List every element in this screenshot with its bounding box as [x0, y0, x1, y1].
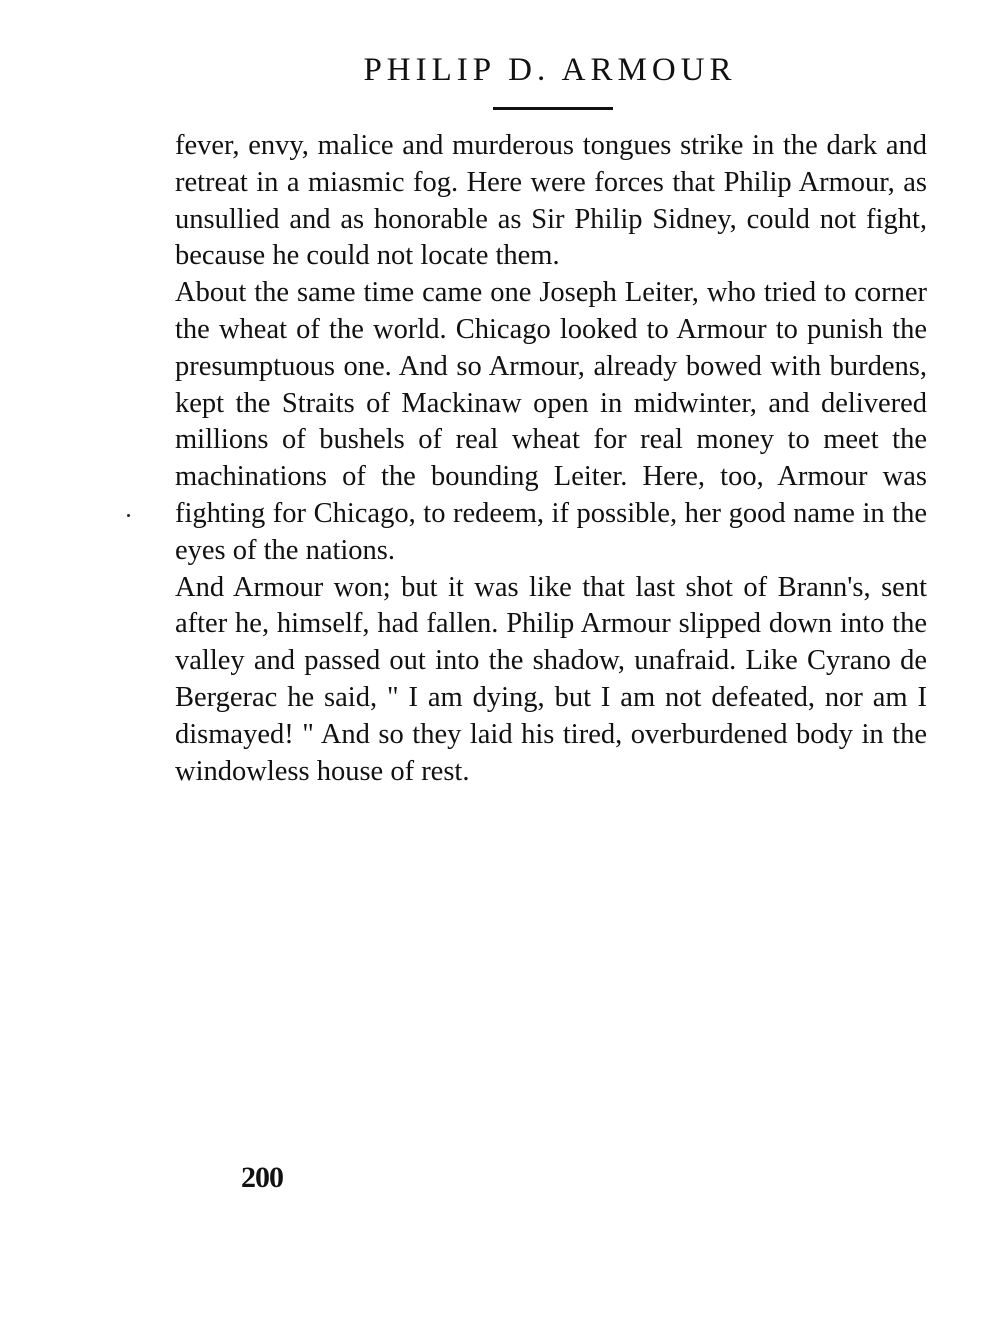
running-head: PHILIP D. ARMOUR: [363, 52, 737, 88]
paragraph: fever, envy, malice and murderous tongues strike in the dark and retreat in a miasmic fog. Here were forces that Philip Armour, as unsullied and as honorable as Sir Philip Sidney, could not fight, because he could not locate them.: [175, 130, 927, 272]
paragraph: And Armour won; but it was like that last shot of Brann's, sent after he, himself, had fallen. Philip Armour slipped down into the valley and passed out into the shadow, unafraid. Like Cyrano de Bergerac he said, " I am dying, but I am not defeated, nor am I dismayed! " And so they laid his tired, overburdened body in the windowless house of rest.: [175, 571, 927, 787]
body-text: [175, 128, 927, 790]
margin-speck: [127, 514, 130, 517]
page-number: 200: [241, 1161, 283, 1194]
header-rule: [493, 107, 613, 110]
paragraph: About the same time came one Joseph Leiter, who tried to corner the wheat of the world. Chicago looked to Armour to punish the presumptuous one. And so Armour, already bowed with burdens, kept the Straits of Mackinaw open in midwinter, and delivered millions of bushels of real wheat for real money to meet the machinations of the bounding Leiter. Here, too, Armour was fighting for Chicago, to redeem, if possible, her good name in the eyes of the nations.: [175, 277, 927, 566]
